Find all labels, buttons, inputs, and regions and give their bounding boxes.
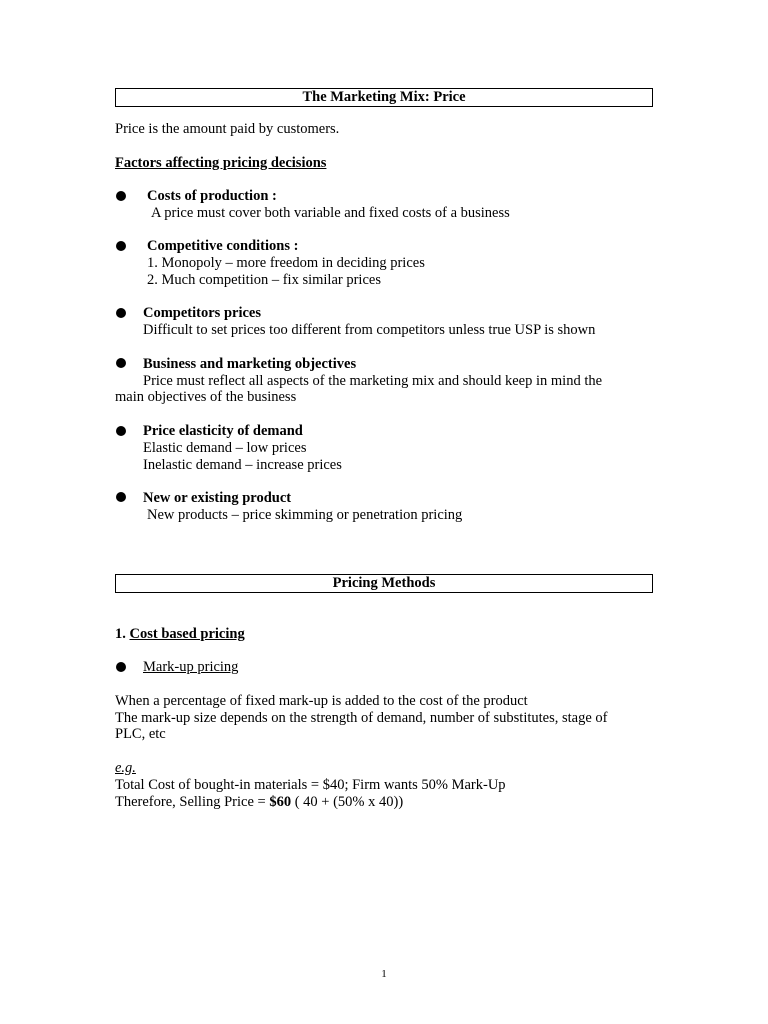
factor-text-costs: A price must cover both variable and fixed costs of a business <box>151 205 510 221</box>
factor-text-new-product: New products – price skimming or penetration pricing <box>147 507 463 523</box>
section-title-marketing-mix-price: The Marketing Mix: Price <box>115 88 653 107</box>
method-heading <box>115 626 245 643</box>
factor-text-competition: 2. Much competition – fix similar prices <box>147 272 381 288</box>
example-line-2 <box>115 794 403 811</box>
example-line-1: Total Cost of bought-in materials = $40; Firm wants 50% Mark-Up <box>115 777 506 793</box>
example-label: e.g. <box>115 760 136 776</box>
method-number: 1. <box>115 626 126 642</box>
page-number: 1 <box>381 968 387 980</box>
factor-text-objectives-1: Price must reflect all aspects of the marketing mix and should keep in mind the <box>143 373 603 389</box>
factor-text-objectives-2: main objectives of the business <box>115 389 297 405</box>
bullet-icon <box>116 358 126 368</box>
factor-text-inelastic: Inelastic demand – increase prices <box>143 457 342 473</box>
factor-heading-new-product: New or existing product <box>143 490 292 506</box>
factor-text-monopoly: 1. Monopoly – more freedom in deciding prices <box>147 255 425 271</box>
bullet-icon <box>116 426 126 436</box>
intro-text: Price is the amount paid by customers. <box>115 121 340 137</box>
example-line-2-prefix: Therefore, Selling Price = <box>115 794 266 810</box>
section-title-pricing-methods: Pricing Methods <box>115 574 653 593</box>
description-line-3: PLC, etc <box>115 726 166 742</box>
example-selling-price: $60 <box>269 794 292 810</box>
factor-text-competitors: Difficult to set prices too different from competitors unless true USP is shown <box>143 322 596 338</box>
factor-heading-competitive: Competitive conditions : <box>147 238 299 254</box>
method-title: Cost based pricing <box>129 626 245 642</box>
factors-heading: Factors affecting pricing decisions <box>115 155 327 171</box>
bullet-icon <box>116 308 126 318</box>
bullet-icon <box>116 241 126 251</box>
example-line-2-suffix: ( 40 + (50% x 40)) <box>294 794 404 810</box>
factor-heading-objectives: Business and marketing objectives <box>143 356 357 372</box>
description-line-2: The mark-up size depends on the strength of demand, number of substitutes, stage of <box>115 710 608 726</box>
factor-heading-competitors: Competitors prices <box>143 305 261 321</box>
bullet-icon <box>116 662 126 672</box>
bullet-icon <box>116 492 126 502</box>
bullet-icon <box>116 191 126 201</box>
description-line-1: When a percentage of fixed mark-up is added to the cost of the product <box>115 693 528 709</box>
factor-heading-costs: Costs of production : <box>147 188 277 204</box>
factor-text-elastic: Elastic demand – low prices <box>143 440 307 456</box>
factor-heading-elasticity: Price elasticity of demand <box>143 423 303 439</box>
sub-bullet-markup: Mark-up pricing <box>143 659 239 675</box>
